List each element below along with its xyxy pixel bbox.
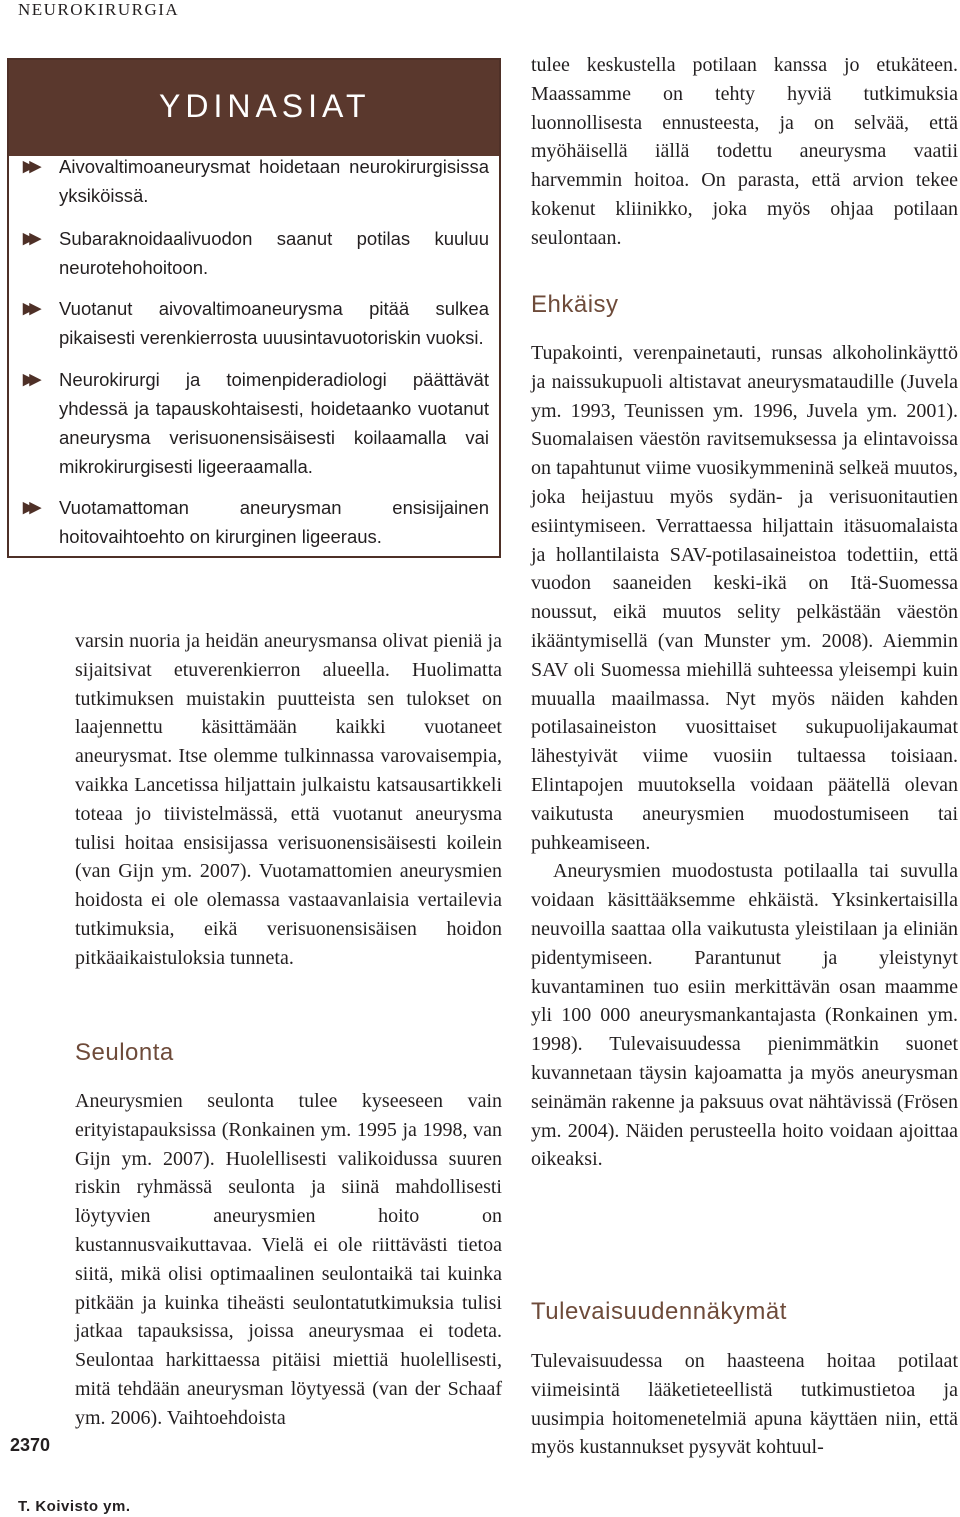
paragraph: Tulevaisuudessa on haasteena hoitaa potilaat viimeisintä lääketieteellistä tutkimustietoa ja uusimpia hoitomenetelmiä apuna käyttäen niin, että myös kustannukset pysyvät kohtuul- [531,1350,958,1459]
heading-ehkaisy: Ehkäisy [531,291,619,318]
double-arrow-icon: ▶▶ [23,230,37,247]
key-point-item: ▶▶ Aivovaltimoaneurysmat hoidetaan neurokirurgisissa yksiköissä. [23,152,489,210]
left-body-text-2 [75,1087,502,1433]
key-point-item: ▶▶ Vuotamattoman aneurysman ensisijainen hoitovaihtoehto on kirurginen ligeeraus. [23,493,489,551]
double-arrow-icon: ▶▶ [23,499,37,516]
left-body-text [75,627,502,973]
paragraph: Aneurysmien muodostusta potilaalla tai suvulla voidaan käsittääksemme ehkäistä. Yksinkertaisilla neuvoilla saattaa olla vaikutusta yleistilaan ja eliniän pidentymiseen. Parantunut ja yleistynyt kuvantaminen tuo esiin merkittävän osan maamme yli 100 000 aneurysmankantajasta (Ronkainen ym. 1998). Tulevaisuudessa pienimmätkin suonet kuvannetaan täysin kajoamatta ja myös aneurysman seinämän rakenne ja paksuus ovat nähtävissä (Frösen ym. 2004). Näiden perusteella hoito voidaan ajoittaa oikeaksi. [531,860,958,1171]
key-points-box [7,58,501,558]
paragraph: Tupakointi, verenpainetauti, runsas alkoholinkäyttö ja naissukupuoli altistavat aneurysmataudille (Juvela ym. 1993, Teunissen ym. 1996, Juvela ym. 2001). Suomalaisen väestön ravitsemuksessa ja elintavoissa on tapahtunut viime vuosikymmeninä selkeä muutos, joka heijastuu myös sydän- ja verisuonitautien esiintymiseen. Verrattaessa hiljattain itäsuomalaista ja hollantilaista SAV-potilasaineistoa todettiin, että vuodon saaneiden keski-ikä on Itä-Suomessa noussut, eikä muutos selity pelkästään väestön ikääntymisellä (van Munster ym. 2008). Aiemmin SAV oli Suomessa miehillä suhteessa yleisempi kuin muualla maailmassa. Nyt myös näiden kahden potilasaineiston vuosittaiset sukupuolijakaumat lähestyivät viime vuosiin tultaessa toisiaan. Elintapojen muutoksella voidaan päätellä olevan vaikutusta aneurysmien muodostumiseen tai puhkeamiseen. [531,342,958,854]
double-arrow-icon: ▶▶ [23,371,37,388]
heading-tulevaisuudennakymat: Tulevaisuudennäkymät [531,1298,787,1325]
section-label: NEUROKIRURGIA [18,0,180,19]
double-arrow-icon: ▶▶ [23,158,37,175]
key-point-item: ▶▶ Vuotanut aivovaltimoaneurysma pitää sulkea pikaisesti verenkierrosta uuusintavuotoriskin vuoksi. [23,294,489,352]
key-point-item: ▶▶ Subaraknoidaalivuodon saanut potilas kuuluu neurotehohoitoon. [23,224,489,282]
paragraph: tulee keskustella potilaan kanssa jo etukäteen. Maassamme on tehty hyviä tutkimuksia luonnollisesta ennusteesta, ja on selvää, että myöhäisellä iällä todettu aneurysma vaatii harvemmin hoitoa. On parasta, että arvion tekee kokenut kliinikko, joka myös ohjaa potilaan seulontaan. [531,54,958,249]
key-points-title: YDINASIAT [9,60,499,156]
double-arrow-icon: ▶▶ [23,300,37,317]
author-footer: T. Koivisto ym. [18,1498,131,1515]
heading-seulonta: Seulonta [75,1039,174,1066]
right-body-text-3 [531,1347,958,1462]
page-number: 2370 [10,1435,51,1455]
paragraph: Aneurysmien seulonta tulee kyseeseen vain erityistapauksissa (Ronkainen ym. 1995 ja 1998, van Gijn ym. 2007). Huolellisesti valikoidussa suuren riskin ryhmässä seulonta ja siinä mahdollisesti löytyvien aneurysmien hoito on kustannusvaikuttavaa. Vielä ei ole riittävästi tietoa siitä, mikä olisi optimaalinen seulontaikä tai kuinka pitkään ja kuinka tiheästi seulontatutkimuksia tulisi jatkaa tapauksissa, joissa aneurysmaa ei todeta. Seulontaa harkittaessa pitäisi miettiä huolellisesti, mitä tehdään aneurysman löytyessä (van der Schaaf ym. 2006). Vaihtoehdoista [75,1090,502,1429]
paragraph: varsin nuoria ja heidän aneurysmansa olivat pieniä ja sijaitsivat etuverenkierron alueella. Huolimatta tutkimuksen muistakin puutteista sen tulokset on laajennettu käsittämään kaikki vuotaneet aneurysmat. Itse olemme tulkinnassa varovaisempia, vaikka Lancetissa hiljattain julkaistu katsausartikkeli toteaa jo tiivistelmässä, että vuotanut aneurysma tulisi hoitaa ensisijassa verisuonensisäisesti koilein (van Gijn ym. 2007). Vuotamattomien aneurysmien hoidosta ei ole olemassa vastaavanlaisia vertailevia tutkimuksia, eikä verisuonensisäisen hoidon pitkäaikaistuloksia tunneta. [75,630,502,969]
right-body-text-2 [531,339,958,1174]
right-body-text [531,51,958,253]
key-point-item: ▶▶ Neurokirurgi ja toimenpideradiologi päättävät yhdessä ja tapauskohtaisesti, hoidetaanko vuotanut aneurysma verisuonensisäisesti koilaamalla vai mikrokirurgisesti ligeeraamalla. [23,365,489,481]
